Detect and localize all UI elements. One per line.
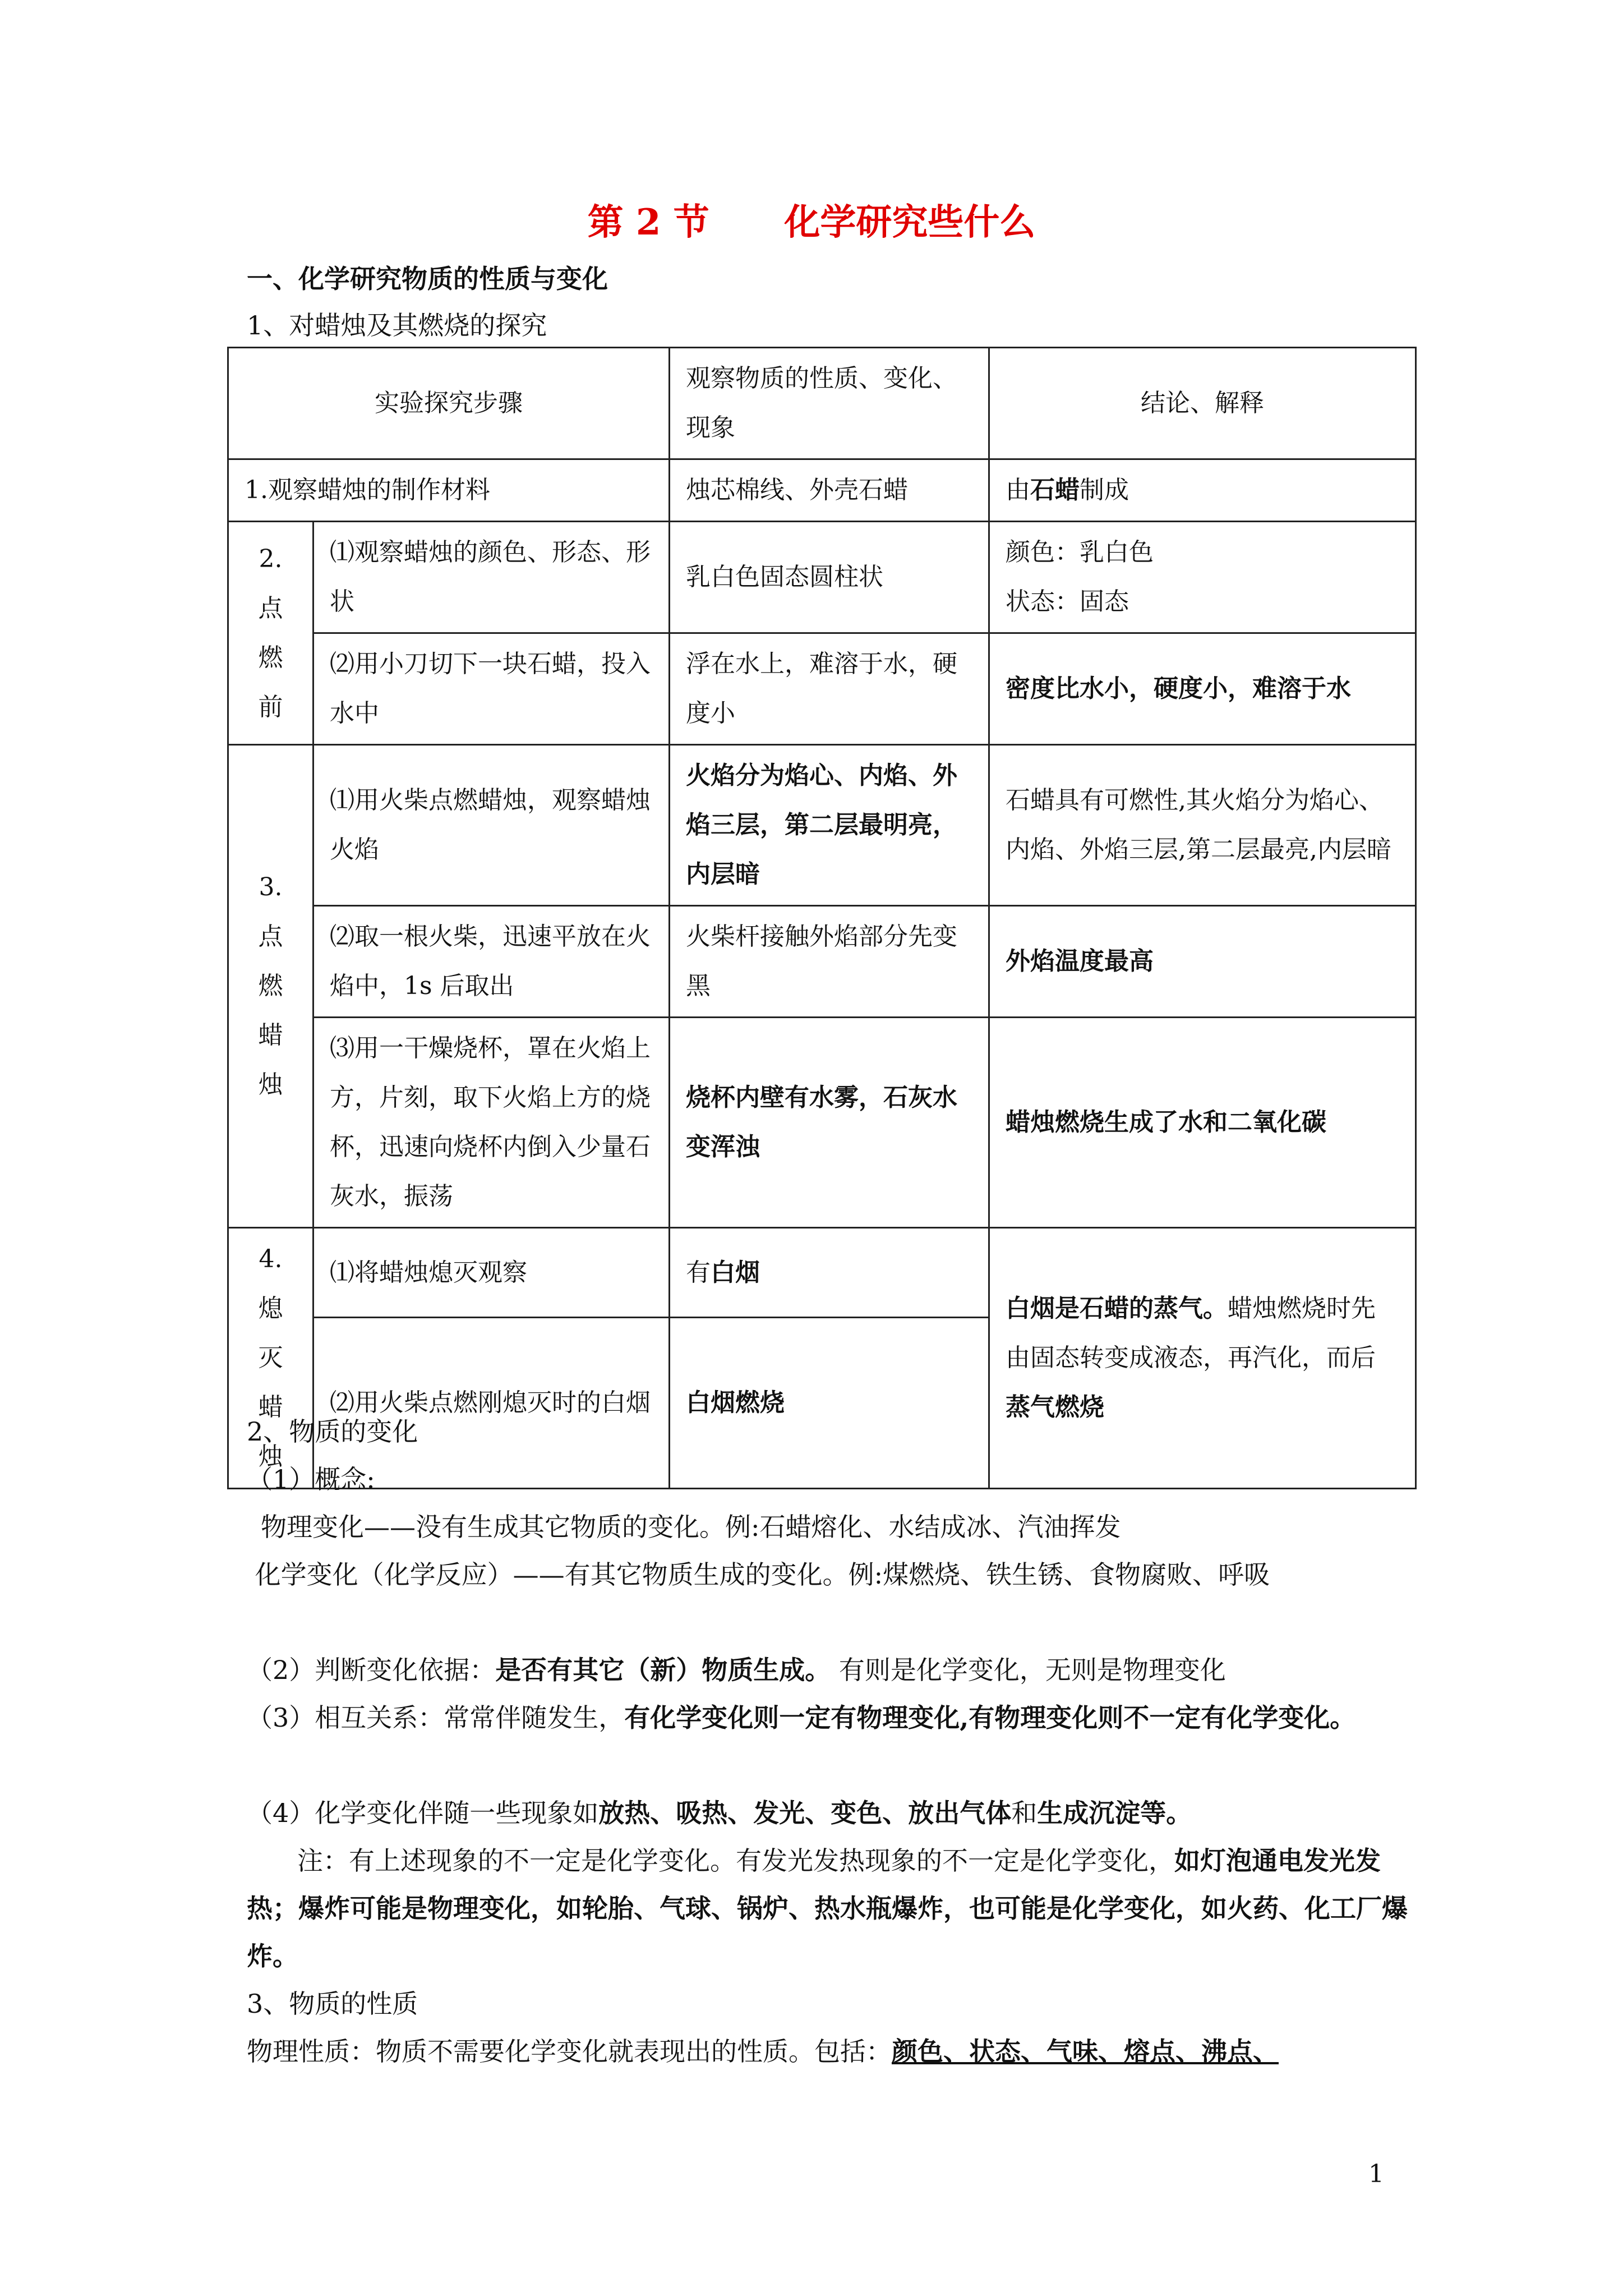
cell-step: ⑴将蜡烛熄灭观察 xyxy=(313,1228,670,1318)
cell-observe: 乳白色固态圆柱状 xyxy=(670,522,989,633)
cell-conclusion: 石蜡具有可燃性,其火焰分为焰心、内焰、外焰三层,第二层最亮,内层暗 xyxy=(989,745,1416,906)
table-row xyxy=(228,633,1416,745)
cell-observe: 火焰分为焰心、内焰、外焰三层，第二层最明亮，内层暗 xyxy=(670,745,989,906)
experiment-table xyxy=(227,347,1417,1489)
paragraph: （3）相互关系：常常伴随发生，有化学变化则一定有物理变化,有物理变化则不一定有化学变化。 xyxy=(247,1703,1356,1733)
cell-conclusion: 由石蜡制成 xyxy=(989,459,1416,522)
table-row xyxy=(228,745,1416,906)
cell-conclusion: 颜色：乳白色 状态：固态 xyxy=(989,522,1416,633)
paragraph: （1）概念: xyxy=(247,1464,375,1494)
subsection-heading: 2、物质的变化 xyxy=(247,1416,418,1447)
cell-step: ⑵用火柴点燃刚熄灭时的白烟 xyxy=(313,1318,670,1489)
paragraph: （4）化学变化伴随一些现象如放热、吸热、发光、变色、放出气体和生成沉淀等。 xyxy=(247,1798,1192,1828)
cell-observe: 浮在水上，难溶于水，硬度小 xyxy=(670,633,989,745)
cell-step: ⑴观察蜡烛的颜色、形态、形状 xyxy=(313,522,670,633)
group-label-lighting: 3. 点 燃 蜡 烛 xyxy=(228,745,313,1228)
header-conclusion: 结论、解释 xyxy=(989,348,1416,459)
table-header-row xyxy=(228,348,1416,459)
group-label-extinguish: 4. 熄 灭 蜡 烛 xyxy=(228,1228,313,1489)
header-step: 实验探究步骤 xyxy=(228,348,670,459)
header-observe: 观察物质的性质、变化、现象 xyxy=(670,348,989,459)
cell-observe: 有白烟 xyxy=(670,1228,989,1318)
cell-observe: 火柴杆接触外焰部分先变黑 xyxy=(670,906,989,1018)
paragraph: （2）判断变化依据：是否有其它（新）物质生成。 有则是化学变化，无则是物理变化 xyxy=(247,1655,1226,1685)
group-label-before-lighting: 2. 点 燃 前 xyxy=(228,522,313,745)
table-row xyxy=(228,906,1416,1018)
table-row xyxy=(228,1228,1416,1318)
cell-observe: 烧杯内壁有水雾，石灰水变浑浊 xyxy=(670,1018,989,1228)
cell-step: ⑵用小刀切下一块石蜡，投入水中 xyxy=(313,633,670,745)
cell-conclusion: 蜡烛燃烧生成了水和二氧化碳 xyxy=(989,1018,1416,1228)
paragraph: 注：有上述现象的不一定是化学变化。有发光发热现象的不一定是化学变化，如灯泡通电发光发热；爆炸可能是物理变化，如轮胎、气球、锅炉、热水瓶爆炸，也可能是化学变化，如火药、化工厂爆炸。 xyxy=(247,1846,1408,1971)
paragraph: 物理变化——没有生成其它物质的变化。例:石蜡熔化、水结成冰、汽油挥发 xyxy=(261,1512,1121,1542)
subsection-heading: 1、对蜡烛及其燃烧的探究 xyxy=(247,310,547,341)
cell-step: ⑴用火柴点燃蜡烛，观察蜡烛火焰 xyxy=(313,745,670,906)
subsection-heading: 3、物质的性质 xyxy=(247,1989,418,2019)
paragraph: 化学变化（化学反应）——有其它物质生成的变化。例:煤燃烧、铁生锈、食物腐败、呼吸 xyxy=(255,1559,1270,1590)
cell-conclusion: 白烟是石蜡的蒸气。蜡烛燃烧时先由固态转变成液态，再汽化，而后蒸气燃烧 xyxy=(989,1228,1416,1489)
cell-step: ⑵取一根火柴，迅速平放在火焰中，1s 后取出 xyxy=(313,906,670,1018)
cell-observe: 烛芯棉线、外壳石蜡 xyxy=(670,459,989,522)
table-row xyxy=(228,459,1416,522)
page-title: 第 2 节 化学研究些什么 xyxy=(587,201,1036,243)
paragraph: 物理性质：物质不需要化学变化就表现出的性质。包括：颜色、状态、气味、熔点、沸点、 xyxy=(247,2036,1279,2067)
table-row xyxy=(228,522,1416,633)
cell-conclusion: 外焰温度最高 xyxy=(989,906,1416,1018)
table-row xyxy=(228,1018,1416,1228)
cell-step: 1.观察蜡烛的制作材料 xyxy=(228,459,670,522)
cell-step: ⑶用一干燥烧杯，罩在火焰上方，片刻，取下火焰上方的烧杯，迅速向烧杯内倒入少量石灰水，振荡 xyxy=(313,1018,670,1228)
section-heading: 一、化学研究物质的性质与变化 xyxy=(247,264,608,294)
cell-conclusion: 密度比水小，硬度小，难溶于水 xyxy=(989,633,1416,745)
cell-observe: 白烟燃烧 xyxy=(670,1318,989,1489)
page-number: 1 xyxy=(1368,2160,1384,2188)
